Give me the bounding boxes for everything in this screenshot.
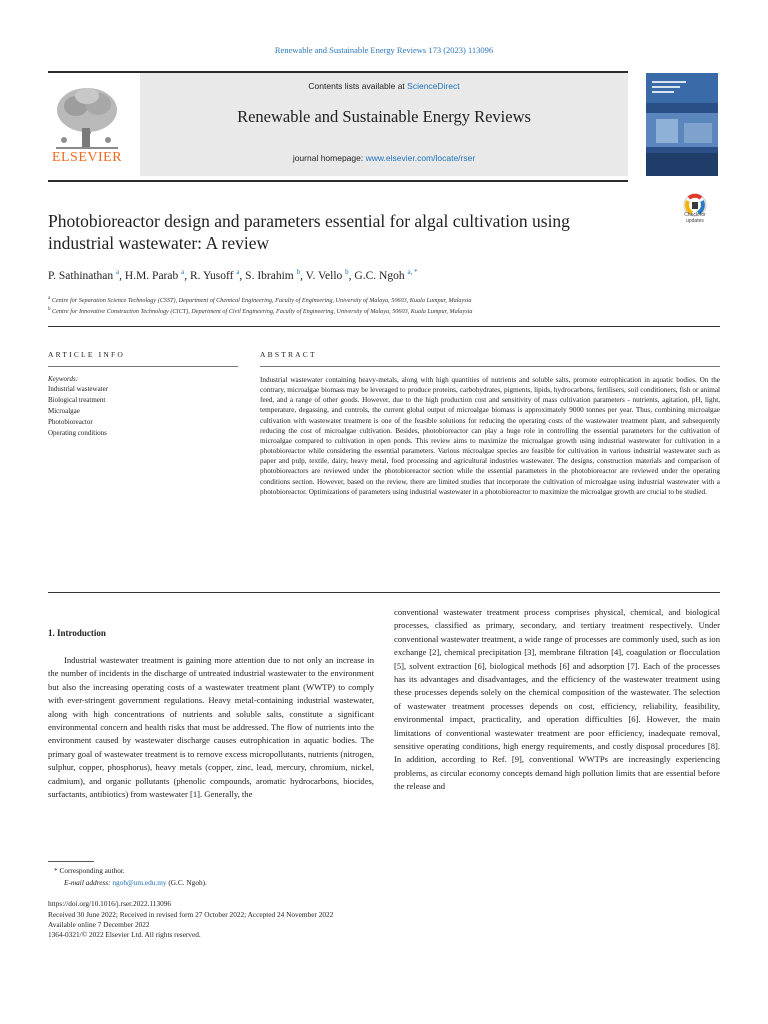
keyword: Biological treatment <box>48 396 106 404</box>
author[interactable]: G.C. Ngoh $^{a, *}$ <box>354 268 418 282</box>
intro-paragraph-right: conventional wastewater treatment process comprises physical, chemical, and biological processes, classified as primary, secondary, and tertiary treatment respectively. Under conventional wastewater treatment, a wide range of processes are commonly used, such as ion exchange [2], chemical precipitation [3], membrane filtration [4], coagulation or flocculation [5], solvent extraction [6], biological methods [6] and adsorption [7]. Each of the processes has its advantages and disadvantages, and the efficiency of the wastewater treatment using these processes depends solely on the chemical composition of the wastewater. The selection of wastewater treatment processes depends on cost, efficiency, reliability, feasibility, environmental impact, practicality, and operation difficulties [6]. However, the main limitations of conventional wastewater treatment are poor efficiency, inadequate removal, sensitive operating conditions, high energy requirements, and costly disposal procedures [8]. In addition, according to Ref. [9], conventional WWTPs are increasingly experiencing problems, as circular economy concepts demand high pollution limits that are essential before the release and <box>394 607 720 792</box>
contents-line <box>140 81 628 91</box>
banner-bottom-rule <box>48 180 628 182</box>
intro-right-column <box>394 606 720 794</box>
check-for-updates-label[interactable] <box>672 212 718 224</box>
author-list: P. Sathinathan $^a$, H.M. Parab $^a$, R. Yusoff $^a$, S. Ibrahim $^b$, V. Vello $^b$, G.C. Ngoh $^{a, *}$ <box>48 268 418 282</box>
author[interactable]: R. Yusoff $^a$ <box>189 268 240 282</box>
article-info-rule <box>48 366 238 367</box>
article-title: Photobioreactor design and parameters essential for algal cultivation using industrial wastewater: A review <box>48 211 570 253</box>
journal-title[interactable]: Renewable and Sustainable Energy Reviews <box>237 107 531 126</box>
homepage-prefix: journal homepage: <box>292 153 366 163</box>
received-dates: Received 30 June 2022; Received in revised form 27 October 2022; Accepted 24 November 2022 <box>48 910 334 919</box>
abstract-bottom-rule <box>48 592 720 593</box>
abstract-text: Industrial wastewater containing heavy-metals, along with high quantities of nutrients and soluble salts, promote eutrophication in aquatic bodies. On the contrary, microalgae biomass may be leveraged to produce proteins, carbohydrates, pigments, lipids, hydrocarbons, fertilisers, soil conditioners, fish or animal feed, and a range of other goods. However, due to the high production cost and sensitivity of mass cultivation parameters - nutrients, agitation, pH, light, temperature, degassing, and controls, the current global output of microalgae biomass is approximately 9000 tonnes per year. Thus, combining microalgae cultivation with wastewater treatment is one of the feasible solutions for reducing the operating costs of the wastewater treatment plant, and subsequently reducing the cost of microalgae cultivation. Besides, photobioreactor can play a huge role in controlling the essential parameters for the cultivation of microalgae compared to cultivation in open ponds. This review aims to maximize the microalgae growth using industrial wastewater for cultivation in a photobioreactor while considering the essential parameters. Various microalgae species are feasible for cultivation in various industrial wastewater such as paper and pulp, textile, dairy, heavy metal, food processing and agricultural industries wastewater. The designs, construction materials and comparison of photobioreactors are reviewed under the photobioreactor section while the essential parameters in the photobioreactor are reviewed under the operating conditions section. However, based on the review, there are limited studies that incorporate the cultivation of microalgae using industrial wastewater with a photobioreactor. Optimizations of parameters using industrial wastewater in a photobioreactor to maximize the microalgae growth are crucial to be studied. <box>260 376 720 496</box>
section-divider <box>48 326 720 327</box>
abstract-heading: ABSTRACT <box>260 350 317 359</box>
publisher-wordmark: ELSEVIER <box>51 150 123 165</box>
doi-link[interactable]: https://doi.org/10.1016/j.rser.2022.113096 <box>48 899 172 908</box>
journal-citation[interactable]: Renewable and Sustainable Energy Reviews 173 (2023) 113096 <box>274 45 494 55</box>
intro-left-column <box>48 654 374 801</box>
affiliation-b: $^b$ Centre for Innovative Construction Technology (CICT), Department of Civil Engineering, Faculty of Engineering, University of Malaya, 50603, Kuala Lumpur, Malaysia <box>48 307 473 316</box>
contents-prefix: Contents lists available at <box>308 81 408 91</box>
affiliation-a: $^a$ Centre for Separation Science Technology (CSST), Department of Chemical Engineering, Faculty of Engineering, University of Malaya, 50603, Kuala Lumpur, Malaysia <box>48 296 472 305</box>
abstract-rule <box>260 366 720 367</box>
author[interactable]: H.M. Parab $^a$ <box>124 268 185 282</box>
check-updates-line2: updates <box>686 218 704 224</box>
keyword: Microalgae <box>48 407 80 415</box>
journal-banner <box>140 73 628 176</box>
author[interactable]: P. Sathinathan $^a$ <box>48 268 120 282</box>
check-updates-line1: Check for <box>684 212 706 218</box>
intro-paragraph-left: Industrial wastewater treatment is gaining more attention due to not only an increase in the number of incidents in the discharge of untreated industrial wastewater to the environment but also the increasing operating costs of a wastewater treatment plant (WWTP) to comply with ever-stringent government regulations. Heavy metal-containing industrial wastewater, along with high concentrations of nutrients and soluble salts, constitute a significant environmental concern and health risks that must be addressed. The flow of nutrients into the environment caused by wastewater discharge causes eutrophication in aquatic bodies. The primary goal of wastewater treatment is to remove excess micropollutants, nutrients (nitrogen, sulphur, copper, phosphorus), heavy metals (copper, zinc, lead, mercury, chromium, nickel, cadmium), and organic pollutants (phenolic compounds, aromatic hydrocarbons, biocides, surfactants, antibiotics) from wastewater [1]. Generally, the <box>48 655 374 800</box>
email-line <box>64 878 207 889</box>
article-info-heading: ARTICLE INFO <box>48 350 125 359</box>
sciencedirect-link[interactable]: ScienceDirect <box>407 81 460 91</box>
keyword: Industrial wastewater <box>48 385 109 393</box>
email-label: E-mail address: <box>64 878 113 887</box>
homepage-link[interactable]: www.elsevier.com/locate/rser <box>365 153 476 163</box>
keyword: Photobioreactor <box>48 418 93 426</box>
corresponding-author-note: * Corresponding author. <box>54 866 125 875</box>
author[interactable]: S. Ibrahim $^b$ <box>245 268 301 282</box>
keywords-label: Keywords: <box>48 375 79 383</box>
keyword: Operating conditions <box>48 429 107 437</box>
available-online-date: Available online 7 December 2022 <box>48 920 150 929</box>
homepage-line <box>140 153 628 163</box>
journal-cover-thumbnail[interactable] <box>646 73 718 176</box>
copyright-line: 1364-0321/© 2022 Elsevier Ltd. All rights reserved. <box>48 930 201 939</box>
introduction-heading: 1. Introduction <box>48 628 106 638</box>
email-suffix: (G.C. Ngoh). <box>166 878 207 887</box>
email-link[interactable]: ngoh@um.edu.my <box>112 878 167 887</box>
footnote-rule <box>48 861 94 862</box>
author[interactable]: V. Vello $^b$ <box>305 268 349 282</box>
